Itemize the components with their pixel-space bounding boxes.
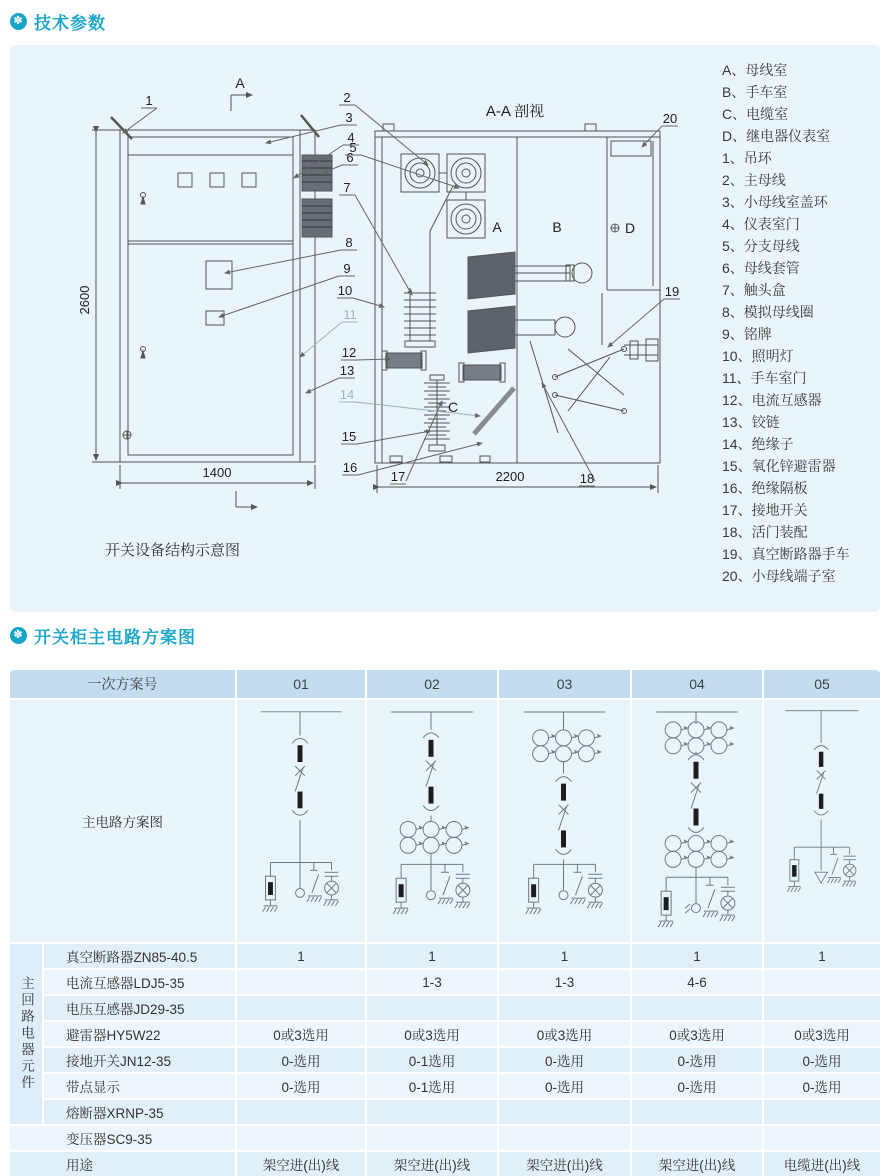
table-cell: 0-选用 [632,1048,762,1072]
legend-key: 3、 [722,194,744,210]
legend-text: 手车室 [745,84,788,100]
row-label: 熔断器XRNP-35 [44,1100,235,1124]
callout-19: 19 [664,284,680,299]
view-arrow-label: A [235,75,245,91]
legend-key: 7、 [722,282,744,298]
table-header-05: 05 [764,670,880,698]
table-cell [632,1126,762,1150]
row-label: 用途 [10,1152,235,1176]
legend-text: 铭牌 [743,326,772,342]
legend-text: 电流互感器 [751,392,822,408]
legend-key: 10、 [722,348,752,364]
legend-item [722,521,880,543]
callout-4: 4 [347,130,355,145]
legend-item [722,367,880,389]
table-cell: 0-1选用 [367,1074,497,1098]
legend-text: 继电器仪表室 [746,128,831,144]
breaker-poles [468,252,592,353]
table-cell: 架空进(出)线 [237,1152,365,1176]
table-cell: 0或3选用 [237,1022,365,1046]
table-cell: 0或3选用 [499,1022,630,1046]
scheme-05-cell [764,700,880,942]
table-cell [237,1100,365,1124]
scheme-04-diagram [632,700,762,942]
table-header-04: 04 [632,670,762,698]
table-cell [499,996,630,1020]
dim-width: 1400 [202,465,232,480]
table-cell [499,1100,630,1124]
table-cell: 1 [764,944,880,968]
legend-text: 铰链 [751,414,780,430]
table-cell: 0-选用 [237,1048,365,1072]
table-cell: 电缆进(出)线 [764,1152,880,1176]
callout-9: 9 [343,261,351,276]
callout-12: 12 [341,345,357,360]
table-cell: 0-选用 [764,1048,880,1072]
front-view [92,95,332,507]
table-cell: 0或3选用 [632,1022,762,1046]
legend-text: 活门装配 [751,524,808,540]
legend-text: 手车室门 [750,370,807,386]
legend-key: C、 [722,106,747,122]
scheme-02-cell [367,700,497,942]
table-header-scheme-no: 一次方案号 [10,670,235,698]
callout-1: 1 [145,93,153,108]
legend-item [722,345,880,367]
scheme-05-diagram [764,700,880,942]
legend-item [722,169,880,191]
table-cell: 0-选用 [764,1074,880,1098]
legend-key: B、 [722,84,746,100]
bushing-1 [401,154,439,192]
legend-key: 6、 [722,260,744,276]
legend-item [722,81,880,103]
legend-text: 小母线室盖环 [743,194,828,210]
legend-text: 主母线 [743,172,786,188]
diagram-row-label: 主电路方案图 [10,700,235,942]
table-cell: 0-选用 [499,1074,630,1098]
table-cell [367,1100,497,1124]
legend-text: 真空断路器手车 [751,546,850,562]
table-header-02: 02 [367,670,497,698]
legend-text: 触头盒 [743,282,786,298]
legend-text: 氧化锌避雷器 [751,458,836,474]
table-cell [632,996,762,1020]
legend-item [722,125,880,147]
legend-key: 9、 [722,326,744,342]
row-label: 带点显示 [44,1074,235,1098]
table-cell [632,1100,762,1124]
legend-key: 15、 [722,458,752,474]
legend-item [722,191,880,213]
scheme-01-cell [237,700,365,942]
table-cell: 1 [632,944,762,968]
legend-key: 19、 [722,546,752,562]
flower-bullet-icon: ✽ [10,627,27,644]
table-header-03: 03 [499,670,630,698]
legend-item [722,433,880,455]
structure-diagram-svg [10,45,715,610]
legend-text: 母线室 [745,62,788,78]
callout-7: 7 [343,180,351,195]
row-label: 避雷器HY5W22 [44,1022,235,1046]
table-cell [764,970,880,994]
group-label-cell [10,944,42,1124]
compartment-a-label: A [492,219,502,235]
flower-bullet-icon: ✽ [10,13,27,30]
legend-text: 吊环 [743,150,772,166]
callout-18: 18 [579,471,595,486]
table-cell [237,1126,365,1150]
legend-key: A、 [722,62,746,78]
row-label: 真空断路器ZN85-40.5 [44,944,235,968]
table-cell: 1 [499,944,630,968]
legend-key: 16、 [722,480,752,496]
callout-8: 8 [345,235,353,250]
table-cell: 1-3 [499,970,630,994]
parts-legend [722,59,880,587]
callout-15: 15 [341,429,357,444]
legend-item [722,235,880,257]
bushing-3 [447,200,485,238]
callout-3: 3 [345,110,353,125]
table-cell [237,970,365,994]
legend-key: 5、 [722,238,744,254]
legend-key: 4、 [722,216,744,232]
table-cell: 0或3选用 [764,1022,880,1046]
section-title-text: 技术参数 [34,14,106,33]
table-cell [764,996,880,1020]
legend-text: 模拟母线圈 [743,304,814,320]
callout-16: 16 [342,460,358,475]
breaker-truck [553,293,659,414]
section-view [375,124,660,493]
table-cell [764,1100,880,1124]
busbar-cover-boxes [302,155,332,237]
legend-key: 17、 [722,502,752,518]
table-cell [499,1126,630,1150]
table-cell: 1 [367,944,497,968]
legend-text: 照明灯 [751,348,794,364]
legend-item [722,565,880,587]
legend-item [722,213,880,235]
legend-key: 18、 [722,524,752,540]
table-cell: 0或3选用 [367,1022,497,1046]
section-view-title: A-A 剖视 [485,103,545,120]
scheme-03-cell [499,700,630,942]
callout-13: 13 [339,363,355,378]
legend-item [722,279,880,301]
callout-17: 17 [390,469,406,484]
callout-6: 6 [346,150,354,165]
table-cell [367,1126,497,1150]
section-title-main-circuit [10,623,196,648]
table-header-01: 01 [237,670,365,698]
table-cell: 0-选用 [237,1074,365,1098]
legend-item [722,455,880,477]
legend-item [722,301,880,323]
table-cell: 0-选用 [499,1048,630,1072]
scheme-04-cell [632,700,762,942]
insulator-rod [474,388,514,434]
table-cell: 0-选用 [632,1074,762,1098]
table-cell [237,996,365,1020]
legend-item [722,499,880,521]
callout-5: 5 [349,140,357,155]
scheme-01-diagram [237,700,365,942]
legend-text: 接地开关 [751,502,808,518]
row-label: 变压器SC9-35 [10,1126,235,1150]
table-cell [367,996,497,1020]
legend-key: 11、 [722,370,751,386]
compartment-c-label: C [447,399,459,415]
legend-text: 分支母线 [743,238,800,254]
legend-key: D、 [722,128,747,144]
table-cell: 1 [237,944,365,968]
legend-key: 2、 [722,172,744,188]
table-cell: 架空进(出)线 [367,1152,497,1176]
legend-key: 12、 [722,392,752,408]
table-cell [764,1126,880,1150]
legend-item [722,59,880,81]
section-title-tech-params [10,9,106,34]
legend-item [722,543,880,565]
scheme-table [10,670,880,1176]
table-cell: 架空进(出)线 [499,1152,630,1176]
section-title-text: 开关柜主电路方案图 [34,628,196,647]
compartment-b-label: B [552,219,562,235]
compartment-d-label: D [624,220,636,236]
dim-height: 2600 [77,285,92,315]
legend-item [722,103,880,125]
legend-text: 母线套管 [743,260,800,276]
legend-key: 14、 [722,436,752,452]
legend-text: 绝缘隔板 [751,480,808,496]
row-label: 电流互感器LDJ5-35 [44,970,235,994]
legend-item [722,323,880,345]
table-cell: 架空进(出)线 [632,1152,762,1176]
dim-depth: 2200 [495,469,525,484]
table-cell: 0-1选用 [367,1048,497,1072]
legend-item [722,147,880,169]
scheme-02-diagram [367,700,497,942]
group-label: 主回路电器元件 [19,976,34,1092]
legend-text: 仪表室门 [743,216,800,232]
tech-params-panel [10,45,880,612]
front-view-caption: 开关设备结构示意图 [105,542,241,559]
scheme-03-diagram [499,700,630,942]
callout-10: 10 [337,283,353,298]
legend-text: 电缆室 [746,106,789,122]
legend-text: 小母线端子室 [751,568,836,584]
legend-text: 绝缘子 [751,436,794,452]
legend-item [722,257,880,279]
legend-key: 1、 [722,150,744,166]
callout-2: 2 [343,90,351,105]
contact-box-fins [404,288,436,347]
legend-key: 20、 [722,568,752,584]
legend-item [722,389,880,411]
callout-14: 14 [339,387,355,402]
legend-key: 13、 [722,414,752,430]
table-cell: 4-6 [632,970,762,994]
row-label: 电压互感器JD29-35 [44,996,235,1020]
callout-20: 20 [662,111,678,126]
row-label: 接地开关JN12-35 [44,1048,235,1072]
table-cell: 1-3 [367,970,497,994]
legend-item [722,411,880,433]
legend-key: 8、 [722,304,744,320]
callout-11: 11 [343,307,357,322]
legend-item [722,477,880,499]
